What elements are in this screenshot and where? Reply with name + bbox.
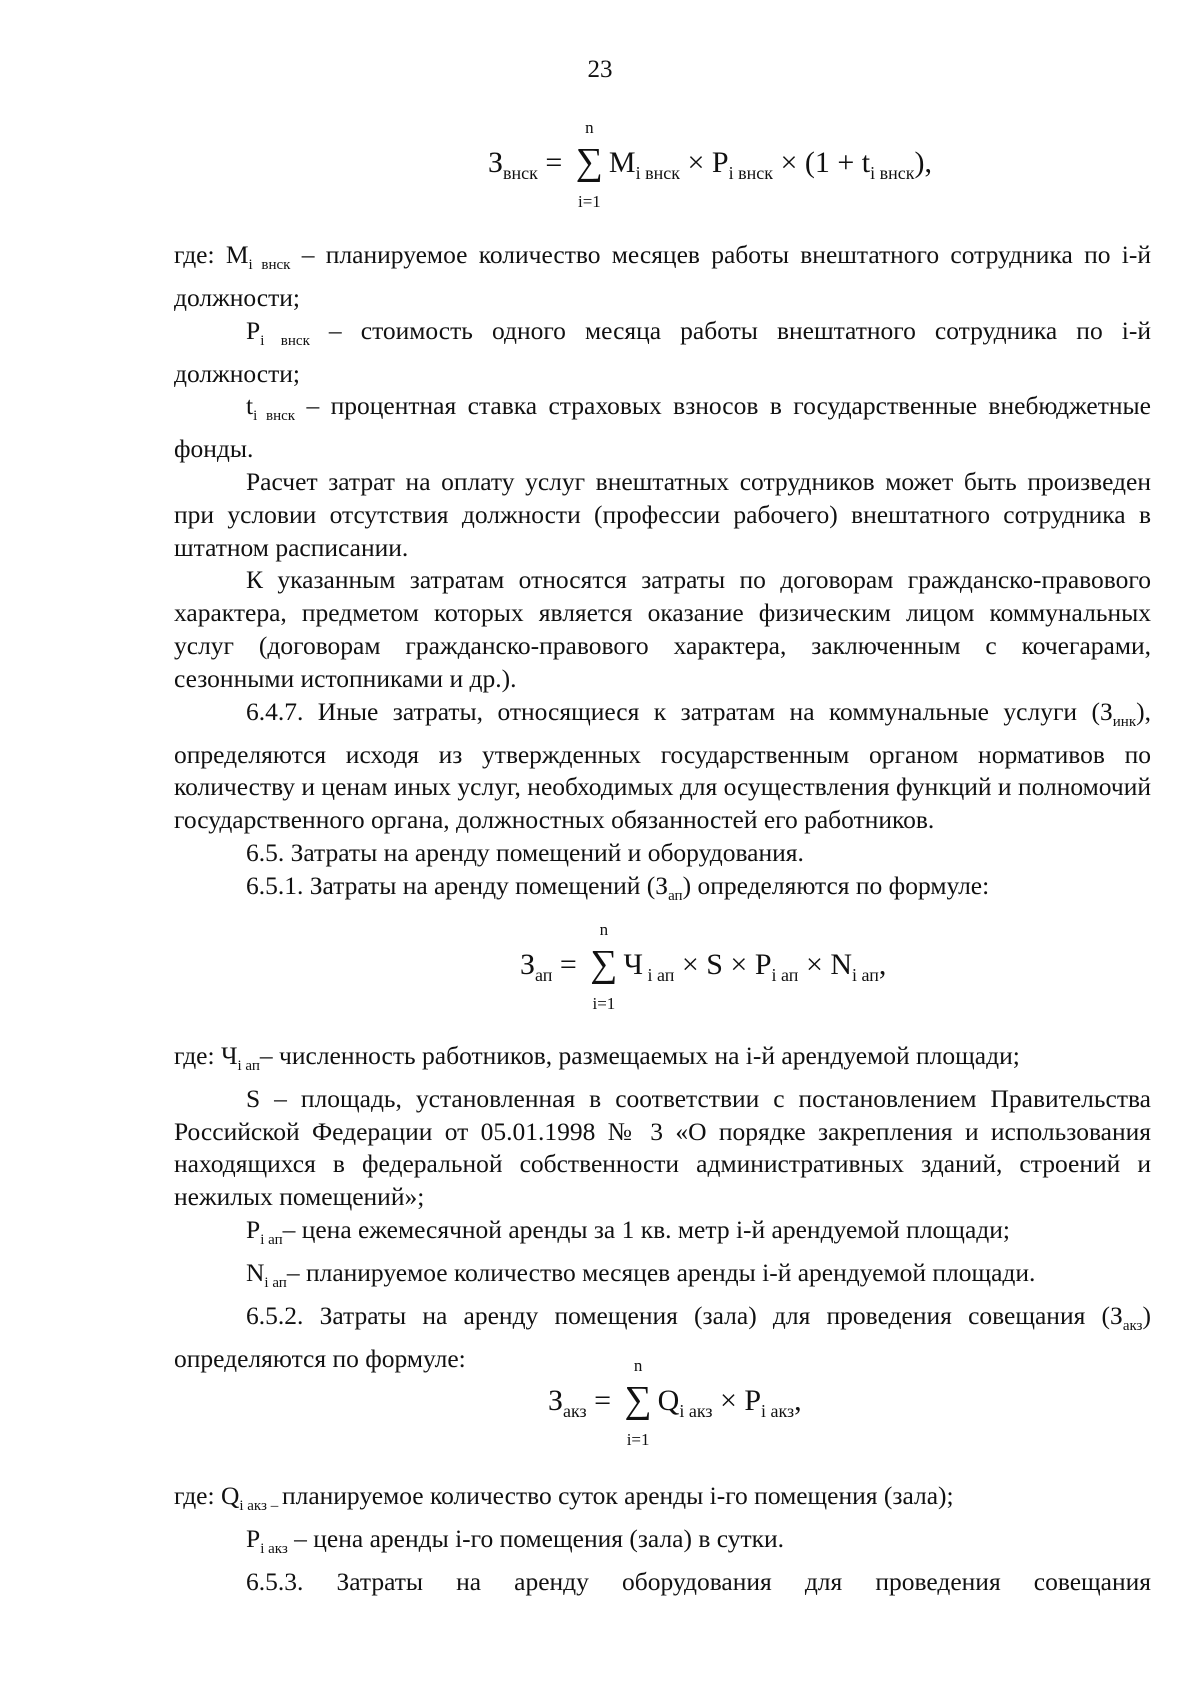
formula-term-sub: i акз <box>679 1401 713 1421</box>
formula-term: P <box>744 1384 762 1417</box>
paragraph: $P_{i внск}$ – стоимость одного месяца работы внештатного сотрудника по i-й должности; <box>174 315 1151 388</box>
sum-lower: i=1 <box>577 192 601 211</box>
formula-term-sub: i внск <box>870 163 915 183</box>
paragraph: $t_{i внск}$ – процентная ставка страховых взносов в государственные внебюджетные фонды. <box>174 391 1151 464</box>
paragraph: 6.5.3. Затраты на аренду оборудования для проведения совещания <box>246 1566 1151 1596</box>
formula-term: N <box>830 948 853 981</box>
formula-term-sub: i акз <box>761 1401 795 1421</box>
text-block-1 <box>174 239 1151 913</box>
formula-op: × <box>805 948 823 981</box>
formula-op: × (1 + t <box>780 146 871 179</box>
formula-term: P <box>754 948 772 981</box>
formula-term-sub: i ап <box>852 965 879 985</box>
formula-term-sub: i ап <box>642 965 675 985</box>
formula-ap <box>520 920 887 1013</box>
paragraph: 6.5.2. Затраты на аренду помещения (зала) для проведения совещания $(З_{акз})$ определяются по формуле: <box>174 1300 1151 1373</box>
formula-akz <box>548 1356 802 1449</box>
sum-upper: n <box>599 920 609 939</box>
text-block-3 <box>174 1480 1151 1599</box>
formula-lhs: З <box>548 1384 564 1417</box>
formula-op: × S × <box>681 948 748 981</box>
sum-sign: ∑ n i=1 <box>590 920 618 1013</box>
formula-eq: = <box>545 146 563 179</box>
formula-close: ), <box>914 146 933 179</box>
sum-upper: n <box>585 118 594 137</box>
paragraph: Расчет затрат на оплату услуг внештатных сотрудников может быть произведен при условии отсутствия должности (профессии рабочего) внештатного сотрудника в штатном расписании. <box>174 467 1151 562</box>
paragraph: где: $Q_{i акз -}$ планируемое количество суток аренды i-го помещения (зала); <box>174 1481 954 1515</box>
formula-term-sub: i ап <box>771 965 799 985</box>
formula-term: Q <box>657 1384 680 1417</box>
formula-close: , <box>794 1384 802 1417</box>
paragraph: К указанным затратам относятся затраты по договорам гражданско-правового характера, предметом которых является оказание физическим лицом коммунальных услуг (договорам гражданско-правового характера, заключенным с кочегарами, сезонными истопниками и др.). <box>174 565 1151 693</box>
formula-term: M <box>608 146 636 179</box>
sum-sign: ∑ n i=1 <box>624 1356 652 1449</box>
paragraph: где: $M_{i внск}$ – планируемое количество месяцев работы внештатного сотрудника по i-й должности; <box>174 240 1151 312</box>
formula-lhs-sub: ап <box>535 965 553 985</box>
formula-lhs: З <box>520 948 536 981</box>
paragraph: 6.4.7. Иные затраты, относящиеся к затратам на коммунальные услуги $(З_{инк})$, определяются исходя из утвержденных государственным органом нормативов по количеству и ценам иных услуг, необходимых для осуществления функций и полномочий государственного органа, должностных обязанностей его работников. <box>174 696 1151 835</box>
paragraph: 6.5. Затраты на аренду помещений и оборудования. <box>246 837 804 867</box>
paragraph: 6.5.1. Затраты на аренду помещений $(З_{ап})$ определяются по формуле: <box>246 870 990 904</box>
page-number: 23 <box>587 56 613 83</box>
formula-lhs: З <box>488 146 504 179</box>
formula-vnsk <box>488 118 933 211</box>
sum-lower: i=1 <box>626 1430 650 1449</box>
sum-lower: i=1 <box>592 994 616 1013</box>
formula-term-sub: i внск <box>635 163 680 183</box>
formula-term-sub: i внск <box>728 163 773 183</box>
formula-term: P <box>711 146 729 179</box>
paragraph: $P_{i акз}$ – цена аренды i-го помещения (зала) в сутки. <box>246 1523 785 1557</box>
formula-lhs-sub: акз <box>563 1401 587 1421</box>
formula-eq: = <box>594 1384 612 1417</box>
paragraph: где: $Ч_{i ап}-$ численность работников, размещаемых на i-й арендуемой площади; <box>174 1041 1020 1075</box>
formula-term: Ч <box>623 948 643 981</box>
text-block-2 <box>174 1040 1151 1376</box>
formula-lhs-sub: внск <box>503 163 538 183</box>
paragraph: $P_{i ап}-$ цена ежемесячной аренды за 1 кв. метр i-й арендуемой площади; <box>246 1215 1010 1249</box>
formula-close: , <box>878 948 887 981</box>
sum-sign: ∑ n i=1 <box>575 118 603 211</box>
paragraph: S – площадь, установленная в соответствии с постановлением Правительства Российской Федерации от 05.01.1998 № 3 «О порядке закрепления и использования находящихся в федеральной собственности административных зданий, строений и нежилых помещений»; <box>174 1083 1151 1212</box>
paragraph: $N_{i ап}-$ планируемое количество месяцев аренды i-й арендуемой площади. <box>246 1257 1036 1292</box>
formula-op: × <box>687 146 705 179</box>
formula-op: × <box>719 1384 737 1417</box>
formula-eq: = <box>559 948 577 981</box>
sum-upper: n <box>633 1356 643 1375</box>
